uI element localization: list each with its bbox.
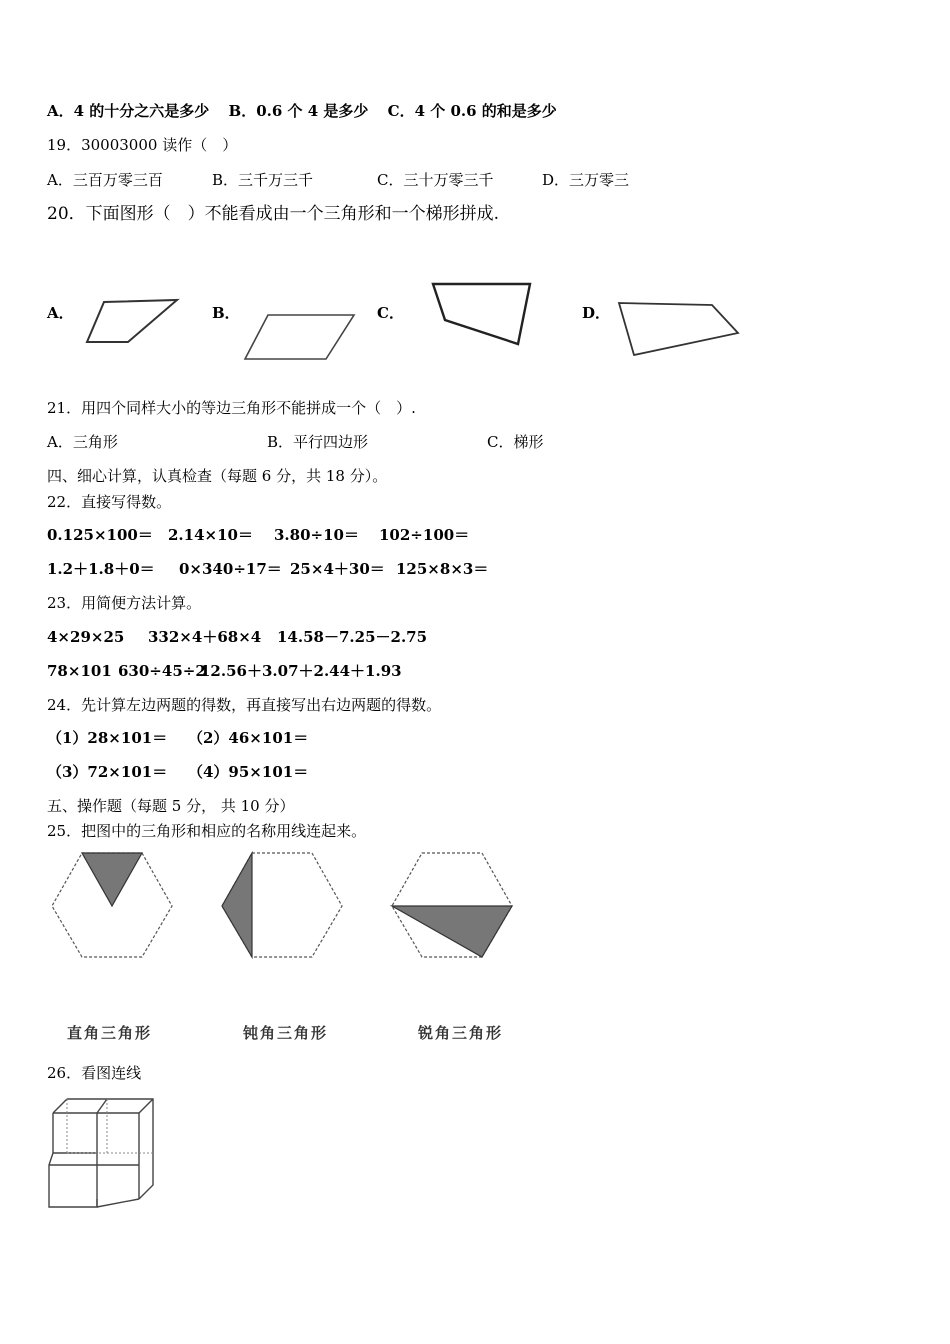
q25-hexagon-2 bbox=[218, 850, 348, 962]
q21-option-c[interactable]: C．梯形 bbox=[487, 433, 544, 451]
q22-item[interactable]: 3.80÷10＝ bbox=[274, 526, 359, 544]
q20-option-b[interactable]: B． bbox=[212, 304, 240, 322]
q22-item[interactable]: 2.14×10＝ bbox=[168, 526, 253, 544]
q25-label-right-triangle[interactable]: 直角三角形 bbox=[67, 1024, 153, 1042]
q20-option-c[interactable]: C． bbox=[377, 304, 404, 322]
q22-stem: 22．直接写得数。 bbox=[47, 493, 172, 511]
q21-option-a[interactable]: A．三角形 bbox=[47, 433, 118, 451]
q21-stem: 21．用四个同样大小的等边三角形不能拼成一个（ ）. bbox=[47, 399, 416, 417]
q23-item[interactable]: 12.56＋3.07＋2.44＋1.93 bbox=[200, 662, 402, 680]
q18-option-b[interactable]: B．0.6 个 4 是多少 bbox=[228, 102, 369, 120]
q20-shape-d bbox=[612, 295, 747, 360]
q21-option-b[interactable]: B．平行四边形 bbox=[267, 433, 369, 451]
q26-cube-figure bbox=[45, 1093, 160, 1213]
q24-item[interactable]: （2）46×101＝ bbox=[188, 729, 309, 747]
q19-option-a[interactable]: A．三百万零三百 bbox=[47, 171, 163, 189]
q18-option-a[interactable]: A．4 的十分之六是多少 bbox=[47, 102, 210, 120]
q26-stem: 26．看图连线 bbox=[47, 1064, 142, 1082]
q19-option-c[interactable]: C．三十万零三千 bbox=[377, 171, 494, 189]
q23-item[interactable]: 78×101 bbox=[47, 662, 112, 680]
q22-item[interactable]: 0×340÷17＝ bbox=[179, 560, 282, 578]
q25-label-acute-triangle[interactable]: 锐角三角形 bbox=[418, 1024, 504, 1042]
q23-item[interactable]: 14.58－7.25－2.75 bbox=[277, 628, 428, 646]
q19-option-b[interactable]: B．三千万三千 bbox=[212, 171, 314, 189]
q22-item[interactable]: 125×8×3＝ bbox=[396, 560, 489, 578]
q23-item[interactable]: 630÷45÷2 bbox=[118, 662, 206, 680]
q25-stem: 25．把图中的三角形和相应的名称用线连起来。 bbox=[47, 822, 367, 840]
q24-item[interactable]: （1）28×101＝ bbox=[47, 729, 168, 747]
section-5-heading: 五、操作题（每题 5 分， 共 10 分） bbox=[47, 797, 295, 815]
q22-item[interactable]: 1.2＋1.8＋0＝ bbox=[47, 560, 155, 578]
section-4-heading: 四、细心计算，认真检查（每题 6 分，共 18 分）。 bbox=[47, 467, 388, 485]
q20-stem: 20．下面图形（ ）不能看成由一个三角形和一个梯形拼成. bbox=[47, 204, 500, 224]
q19-stem: 19．30003000 读作（ ） bbox=[47, 136, 238, 154]
q20-shape-a bbox=[80, 295, 185, 350]
q19-option-d[interactable]: D．三万零三 bbox=[542, 171, 630, 189]
q20-option-d[interactable]: D． bbox=[582, 304, 611, 322]
q18-options bbox=[47, 101, 557, 121]
q22-item[interactable]: 0.125×100＝ bbox=[47, 526, 153, 544]
q20-option-a[interactable]: A． bbox=[47, 304, 74, 322]
q24-item[interactable]: （4）95×101＝ bbox=[188, 763, 309, 781]
q22-item[interactable]: 102÷100＝ bbox=[379, 526, 470, 544]
q23-stem: 23．用简便方法计算。 bbox=[47, 594, 202, 612]
q23-item[interactable]: 332×4＋68×4 bbox=[148, 628, 262, 646]
q24-item[interactable]: （3）72×101＝ bbox=[47, 763, 168, 781]
q25-label-obtuse-triangle[interactable]: 钝角三角形 bbox=[243, 1024, 329, 1042]
q24-stem: 24．先计算左边两题的得数，再直接写出右边两题的得数。 bbox=[47, 696, 442, 714]
q25-hexagon-1 bbox=[48, 850, 178, 962]
q23-item[interactable]: 4×29×25 bbox=[47, 628, 125, 646]
q20-shape-b bbox=[240, 310, 360, 365]
q20-shape-c bbox=[425, 278, 540, 350]
q25-hexagon-3 bbox=[388, 850, 518, 962]
q18-option-c[interactable]: C．4 个 0.6 的和是多少 bbox=[387, 102, 557, 120]
q22-item[interactable]: 25×4＋30＝ bbox=[290, 560, 385, 578]
